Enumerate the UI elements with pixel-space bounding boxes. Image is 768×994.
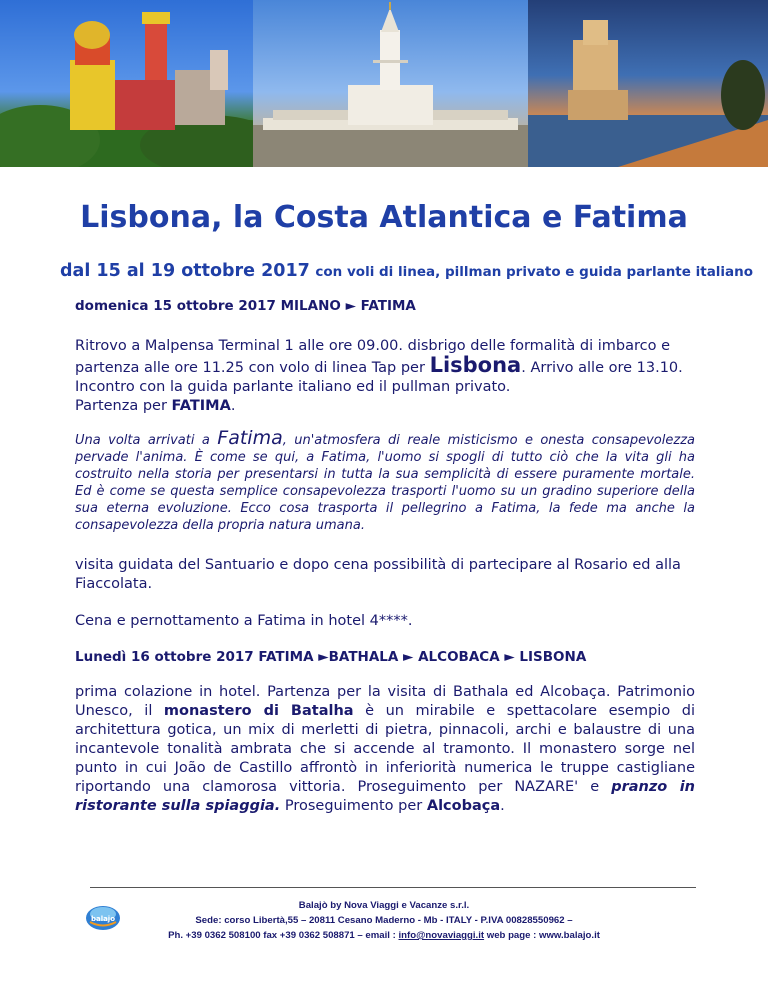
logo-text: balajo bbox=[90, 915, 116, 923]
italic-body: , un'atmosfera di reale misticismo e onesta consapevolezza pervade l'anima. È come se qui, a Fatima, l'uomo si spogli di tutto ciò che la vita gli ha costruito nella storia per presentarsi in tutta la sua semplicità di essere puramente mortale. Ed è come se questa semplice consapevolezza trasporti l'uomo su un gradino superiore della sua eterna evoluzione. Ecco cosa trasporta il pellegrino a Fatima, la fede ma anche la consapevolezza della propria natura umana. bbox=[75, 433, 695, 533]
day2-text-a: prima colazione in hotel. Partenza per la visita di Bathala ed Alcobaça. Patrimonio Unesco, il bbox=[75, 684, 695, 719]
day1-line4a: Partenza per bbox=[75, 398, 172, 414]
footer bbox=[0, 898, 768, 943]
day2-text-g: . bbox=[500, 798, 505, 814]
italic-intro: Una volta arrivati a bbox=[75, 433, 218, 448]
footer-address: Sede: corso Libertà,55 – 20811 Cesano Maderno - Mb - ITALY - P.IVA 00828550962 – bbox=[195, 915, 573, 926]
day1-heading: domenica 15 ottobre 2017 MILANO ► FATIMA bbox=[75, 298, 416, 314]
trip-details: con voli di linea, pillman privato e guida parlante italiano bbox=[315, 264, 754, 280]
day1-line4c: . bbox=[230, 398, 236, 414]
page-title: Lisbona, la Costa Atlantica e Fatima bbox=[80, 200, 688, 235]
fatima-description bbox=[75, 427, 695, 534]
day1-visit-paragraph: visita guidata del Santuario e dopo cena possibilità di partecipare al Rosario ed alla Fiaccolata. bbox=[75, 557, 681, 592]
day1-dinner-paragraph: Cena e pernottamento a Fatima in hotel 4****. bbox=[75, 613, 413, 629]
day2-text-e: Proseguimento per bbox=[280, 798, 427, 814]
day1-line1: Ritrovo a Malpensa Terminal 1 alle ore 09.00. disbrigo delle formalità di imbarco e bbox=[75, 338, 671, 354]
belem-tower-photo bbox=[528, 0, 768, 167]
lisbona-word: Lisbona bbox=[429, 353, 522, 377]
trip-dates: dal 15 al 19 ottobre 2017 bbox=[60, 261, 310, 281]
monastero-bold: monastero di Batalha bbox=[163, 703, 354, 719]
itinerary-content bbox=[75, 298, 695, 816]
fatima-sanctuary-photo bbox=[253, 0, 528, 167]
footer-web: web page : www.balajo.it bbox=[484, 930, 600, 941]
day2-paragraph bbox=[75, 683, 695, 816]
footer-divider bbox=[90, 887, 696, 888]
day1-arrival-paragraph bbox=[75, 337, 695, 416]
fatima-word: Fatima bbox=[217, 427, 283, 449]
day2-text-c: è un mirabile e spettacolare esempio di architettura gotica, un mix di merletti di pietra, pinnacoli, archi e balaustre di una incantevole tonalità ambrata che si accende al tramonto. Il monastero sorge nel punto in cui João de Castillo affrontò in inferiorità numerica le truppe castigliane riportando una clamorosa vittoria. Proseguimento per NAZARE' e bbox=[75, 703, 695, 795]
email-link[interactable]: info@novaviaggi.it bbox=[398, 930, 485, 941]
day2-heading: Lunedì 16 ottobre 2017 FATIMA ►BATHALA ► ALCOBACA ► LISBONA bbox=[75, 649, 587, 665]
day1-line2a: partenza alle ore 11.25 con volo di linea Tap per bbox=[75, 360, 430, 376]
fatima-bold: FATIMA bbox=[171, 398, 231, 414]
header-photo-banner bbox=[0, 0, 768, 167]
alcobaca-bold: Alcobaça bbox=[426, 798, 501, 814]
day1-line3: Incontro con la guida parlante italiano ed il pullman privato. bbox=[75, 379, 511, 395]
pena-palace-photo bbox=[0, 0, 253, 167]
footer-company: Balajò by Nova Viaggi e Vacanze s.r.l. bbox=[298, 900, 470, 911]
day1-line2b: . Arrivo alle ore 13.10. bbox=[521, 360, 683, 376]
trip-subtitle bbox=[60, 261, 753, 281]
footer-contacts bbox=[0, 928, 768, 943]
pranzo-bold-italic: pranzo in ristorante sulla spiaggia. bbox=[75, 779, 695, 814]
footer-phone: Ph. +39 0362 508100 fax +39 0362 508871 – email : bbox=[168, 930, 399, 941]
